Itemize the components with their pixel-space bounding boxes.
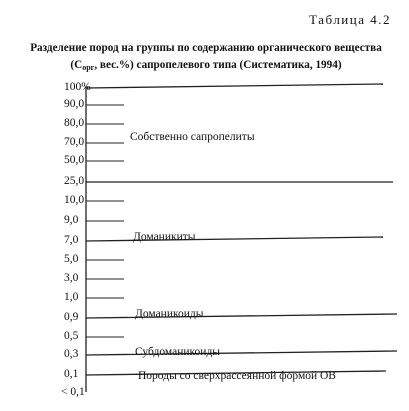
scale-label: 7,0 (64, 234, 79, 246)
title-line-1: Разделение пород на группы по содержанию органического вещества (30, 42, 382, 54)
group-boundary-line (86, 84, 383, 88)
scale-label: 90,0 (64, 98, 85, 110)
group-boundary-line (86, 237, 383, 241)
group-boundary-line (86, 314, 397, 318)
scale-label: 0,3 (64, 348, 79, 360)
scale-label: < 0,1 (61, 386, 85, 398)
table-number: Таблица 4.2 (309, 12, 391, 27)
scale-label: 70,0 (64, 136, 85, 148)
scale-label: 5,0 (64, 253, 79, 265)
group-boundary-line (86, 351, 397, 355)
group-subdomanikoids: Субдоманикоиды (135, 346, 221, 358)
scale-label: 9,0 (64, 214, 79, 226)
scale-label: 0,9 (64, 311, 79, 323)
group-domanikoids: Доманикоиды (135, 308, 204, 320)
group-domanikites: Доманикиты (133, 231, 196, 243)
scale-label: 50,0 (64, 154, 85, 166)
scale-label: 0,1 (64, 368, 79, 380)
scale-label: 10,0 (64, 194, 85, 206)
scale-label: 25,0 (64, 175, 85, 187)
title-line-2: ($С_{орг}$, вес.%) сапропелевого типа (Систематика, 1994) (70, 59, 342, 72)
group-ultradispersed-ov: Породы со сверхрассеянной формой ОВ (138, 370, 336, 382)
scale-label: 1,0 (64, 291, 79, 303)
scale-label: 80,0 (64, 117, 85, 129)
scale-label: 3,0 (64, 272, 79, 284)
scale-label: 100% (64, 81, 91, 93)
scale-label: 0,5 (64, 330, 79, 342)
group-sapropelites: Собственно сапропелиты (130, 131, 255, 143)
